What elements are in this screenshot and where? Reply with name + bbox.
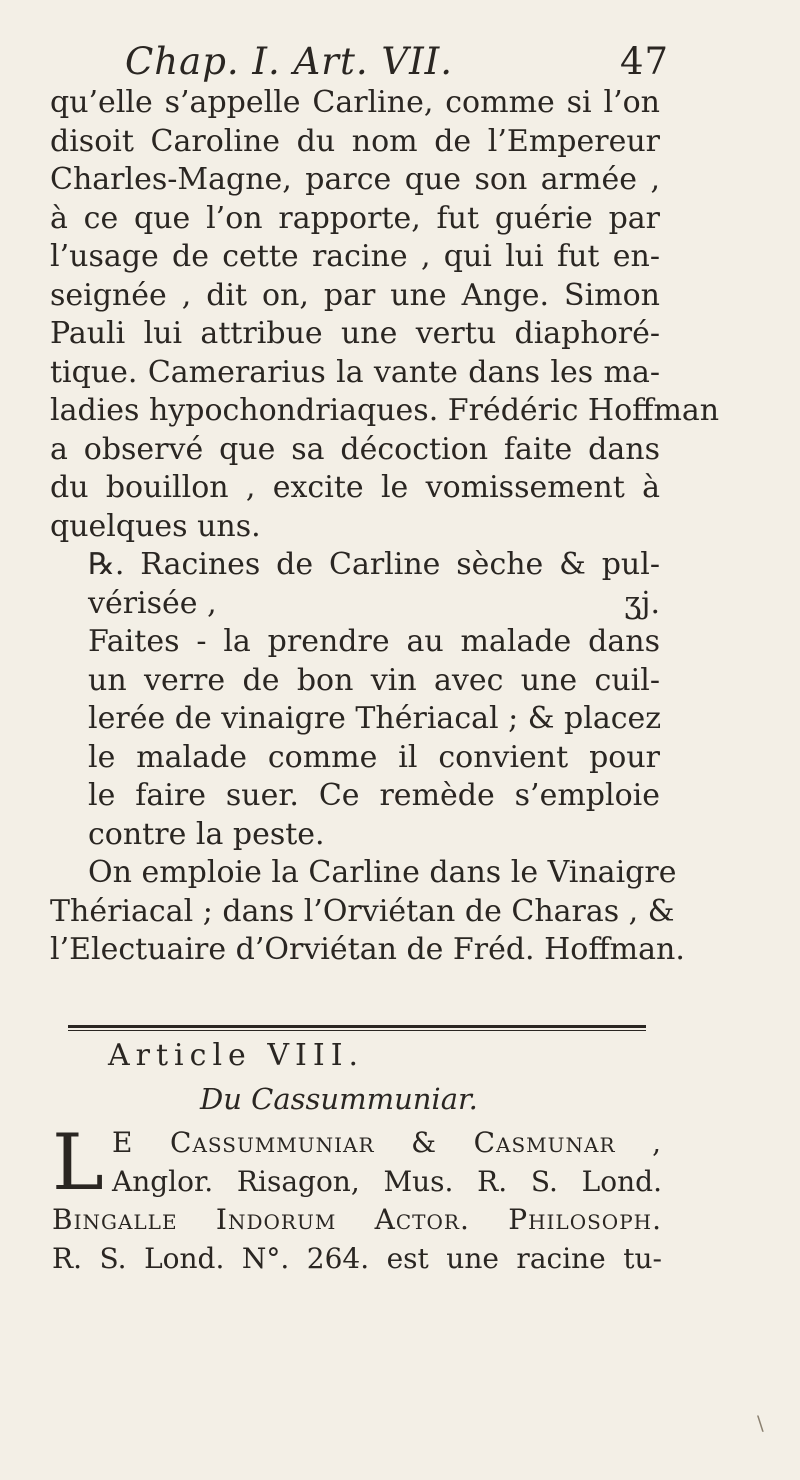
article-text [52,1118,662,1278]
usage-line: l’Electuaire d’Orviétan de Fréd. Hoffman. [50,932,685,967]
text-line: tique. Camerarius la vante dans les ma- [50,354,660,390]
recipe-line: contre la peste. [88,816,325,852]
running-title: Chap. I. Art. VII. [125,40,454,83]
text-line: ladies hypochondriaques. Frédéric Hoffman [50,393,720,428]
article-subtitle: Du Cassummuniar. [200,1082,478,1116]
recipe-line: le faire suer. Ce remède s’emploie [88,778,660,813]
recipe-line: Faites - la prendre au malade dans [88,624,660,659]
recipe-line: un verre de bon vin avec une cuil- [88,662,660,698]
recipe-line: le malade comme il convient pour [88,739,660,775]
recipe-dose: ʒj. [624,585,660,621]
text-line: seignée , dit on, par une Ange. Simon [50,277,660,313]
recipe-dose-line [50,585,660,624]
article-line: Bingalle Indorum Actor. Philosoph. [52,1203,662,1236]
recipe-line: lerée de vinaigre Thériacal ; & placez [88,701,662,736]
text-line: l’usage de cette racine , qui lui fut en- [50,239,660,274]
page-mark: \ [757,1411,764,1435]
recipe-ingredient: vérisée , [88,585,217,621]
drop-cap: L [52,1118,104,1208]
running-header [125,40,670,83]
article-line: Anglor. Risagon, Mus. R. S. Lond. [112,1164,662,1198]
text-line: qu’elle s’appelle Carline, comme si l’on [50,85,660,120]
section-rule-thin [68,1030,646,1031]
usage-line: On emploie la Carline dans le Vinaigre [88,855,677,890]
text-line: du bouillon , excite le vomissement à [50,470,660,505]
text-line: Charles-Magne, parce que son armée , [50,162,660,197]
main-text [50,84,720,970]
article-line: R. S. Lond. N°. 264. est une racine tu- [52,1241,662,1275]
text-line: quelques uns. [50,508,261,544]
usage-line: Thériacal ; dans l’Orviétan de Charas , & [50,893,675,929]
text-line: à ce que l’on rapporte, fut guérie par [50,200,660,236]
text-line: Pauli lui attribue une vertu diaphoré- [50,316,660,351]
article-line: E Cassummuniar & Casmunar , [112,1126,662,1159]
recipe-line: ℞. Racines de Carline sèche & pul- [88,547,660,582]
page-number: 47 [620,40,670,83]
text-line: disoit Caroline du nom de l’Empereur [50,123,660,159]
text-line: a observé que sa décoction faite dans [50,431,660,467]
article-heading: Article VIII. [108,1038,365,1073]
section-rule [68,1025,646,1028]
